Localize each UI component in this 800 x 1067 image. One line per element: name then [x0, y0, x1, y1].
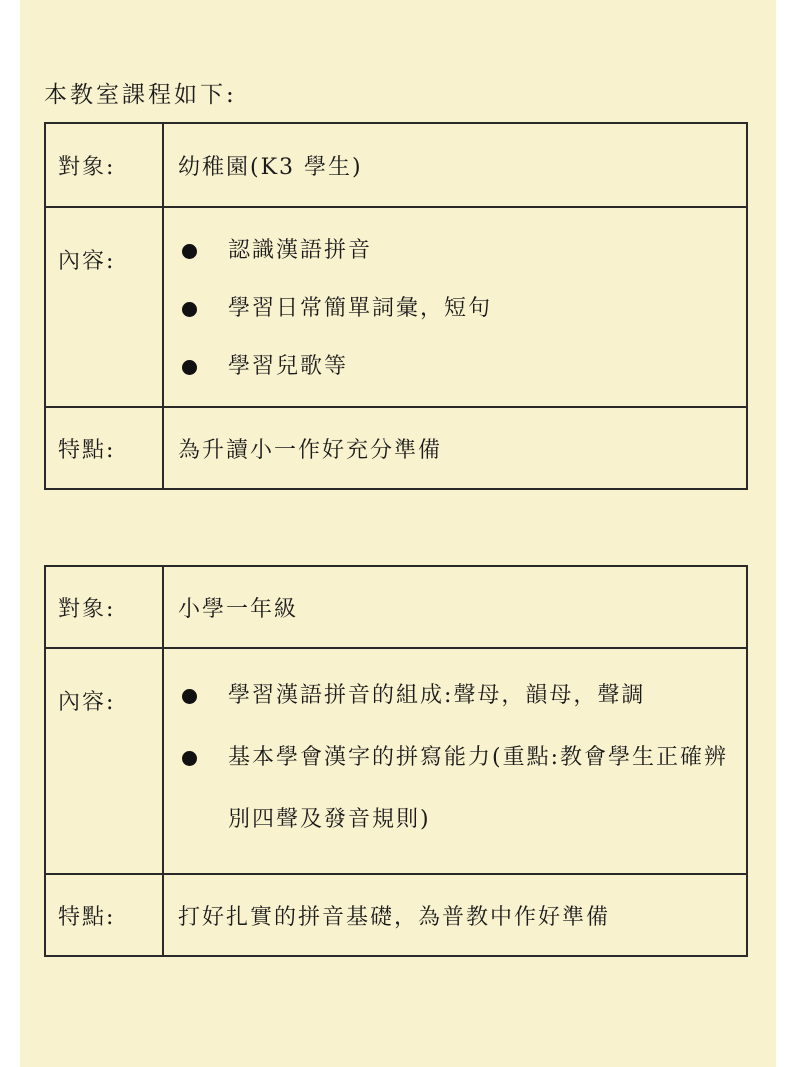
list-item-text: 學習兒歌等 [228, 354, 349, 379]
feature-label: 特點: [45, 407, 163, 489]
feature-row [45, 874, 747, 956]
content-list [164, 208, 746, 406]
bullet-icon [182, 751, 197, 766]
course-table-p1 [44, 565, 748, 957]
list-item [178, 292, 746, 326]
list-item-text: 學習漢語拼音的組成:聲母，韻母，聲調 [228, 683, 646, 708]
feature-row [45, 407, 747, 489]
feature-label: 特點: [45, 874, 163, 956]
list-item [178, 234, 746, 268]
target-row [45, 566, 747, 648]
target-value: 小學一年級 [163, 566, 747, 648]
bullet-icon [182, 689, 197, 704]
intro-heading: 本教室課程如下: [44, 82, 237, 108]
content-row [45, 207, 747, 407]
content-list [164, 649, 746, 873]
content-label: 內容: [45, 207, 163, 407]
content-cell [163, 207, 747, 407]
bullet-icon [182, 302, 197, 317]
list-item-text: 基本學會漢字的拼寫能力(重點:教會學生正確辨別四聲及發音規則) [228, 745, 728, 832]
target-label: 對象: [45, 566, 163, 648]
bullet-icon [182, 360, 197, 375]
list-item-text: 學習日常簡單詞彙，短句 [228, 296, 493, 321]
feature-value: 為升讀小一作好充分準備 [163, 407, 747, 489]
target-value: 幼稚園(K3 學生) [163, 123, 747, 207]
feature-value: 打好扎實的拼音基礎，為普教中作好準備 [163, 874, 747, 956]
list-item [178, 350, 746, 384]
content-cell [163, 648, 747, 874]
list-item [178, 727, 746, 851]
target-row [45, 123, 747, 207]
course-table-k3 [44, 122, 748, 490]
content-row [45, 648, 747, 874]
list-item-text: 認識漢語拼音 [228, 238, 373, 263]
bullet-icon [182, 244, 197, 259]
list-item [178, 665, 746, 727]
content-label: 內容: [45, 648, 163, 874]
target-label: 對象: [45, 123, 163, 207]
